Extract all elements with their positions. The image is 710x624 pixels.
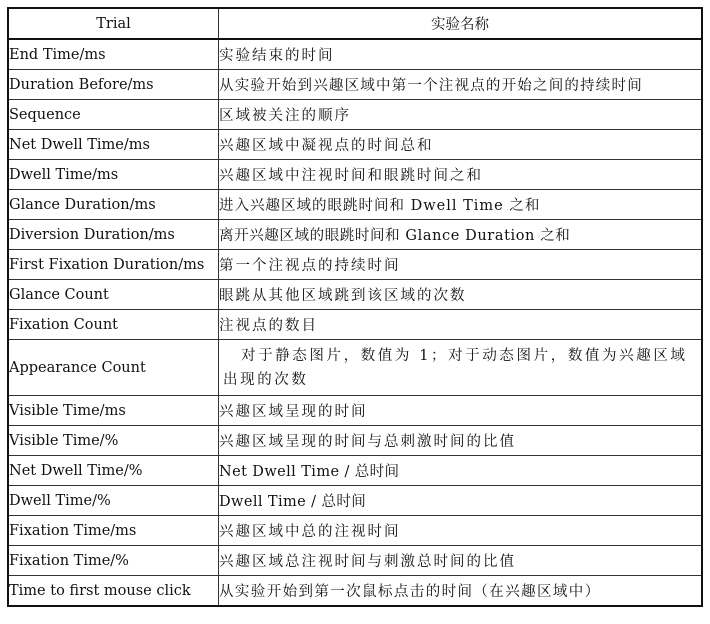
table-row [8,280,702,310]
row-term: Fixation Time/ms [8,516,219,546]
table-row [8,250,702,280]
row-term: Dwell Time/% [8,486,219,516]
row-description: Dwell Time / 总时间 [219,486,703,516]
row-term: End Time/ms [8,39,219,70]
table-row [8,516,702,546]
row-term: Fixation Count [8,310,219,340]
table-header-row [8,8,702,39]
table-row [8,546,702,576]
header-experiment-name: 实验名称 [219,8,703,39]
row-description: 注视点的数目 [219,310,703,340]
table-row [8,70,702,100]
row-description: 实验结束的时间 [219,39,703,70]
table-row [8,190,702,220]
row-term: Duration Before/ms [8,70,219,100]
table-row [8,130,702,160]
table-row [8,486,702,516]
row-description: Net Dwell Time / 总时间 [219,456,703,486]
row-term: Diversion Duration/ms [8,220,219,250]
metrics-table [7,7,703,607]
row-term: Time to first mouse click [8,576,219,607]
row-term: First Fixation Duration/ms [8,250,219,280]
row-term: Glance Duration/ms [8,190,219,220]
row-description: 兴趣区域中注视时间和眼跳时间之和 [219,160,703,190]
row-term: Appearance Count [8,340,219,396]
row-term: Net Dwell Time/ms [8,130,219,160]
row-description: 从实验开始到第一次鼠标点击的时间（在兴趣区域中） [219,576,703,607]
row-term: Dwell Time/ms [8,160,219,190]
table-row [8,396,702,426]
row-description: 兴趣区域呈现的时间与总刺激时间的比值 [219,426,703,456]
row-description: 兴趣区域中总的注视时间 [219,516,703,546]
row-description: 从实验开始到兴趣区域中第一个注视点的开始之间的持续时间 [219,70,703,100]
row-term: Net Dwell Time/% [8,456,219,486]
row-description: 区域被关注的顺序 [219,100,703,130]
row-term: Fixation Time/% [8,546,219,576]
table-row [8,310,702,340]
row-description: 眼跳从其他区域跳到该区域的次数 [219,280,703,310]
table-row [8,100,702,130]
table-row [8,220,702,250]
table-row [8,160,702,190]
table-row [8,426,702,456]
row-term: Sequence [8,100,219,130]
row-term: Visible Time/ms [8,396,219,426]
header-trial: Trial [8,8,219,39]
row-description: 第一个注视点的持续时间 [219,250,703,280]
row-description: 兴趣区域呈现的时间 [219,396,703,426]
row-term: Visible Time/% [8,426,219,456]
row-description: 离开兴趣区域的眼跳时间和 Glance Duration 之和 [219,220,703,250]
table-row [8,340,702,396]
row-description: 进入兴趣区域的眼跳时间和 Dwell Time 之和 [219,190,703,220]
row-term: Glance Count [8,280,219,310]
row-description: 对于静态图片，数值为 1；对于动态图片，数值为兴趣区域出现的次数 [219,340,703,396]
row-description: 兴趣区域中凝视点的时间总和 [219,130,703,160]
table-row [8,39,702,70]
table-row [8,576,702,607]
row-description: 兴趣区域总注视时间与刺激总时间的比值 [219,546,703,576]
table-row [8,456,702,486]
